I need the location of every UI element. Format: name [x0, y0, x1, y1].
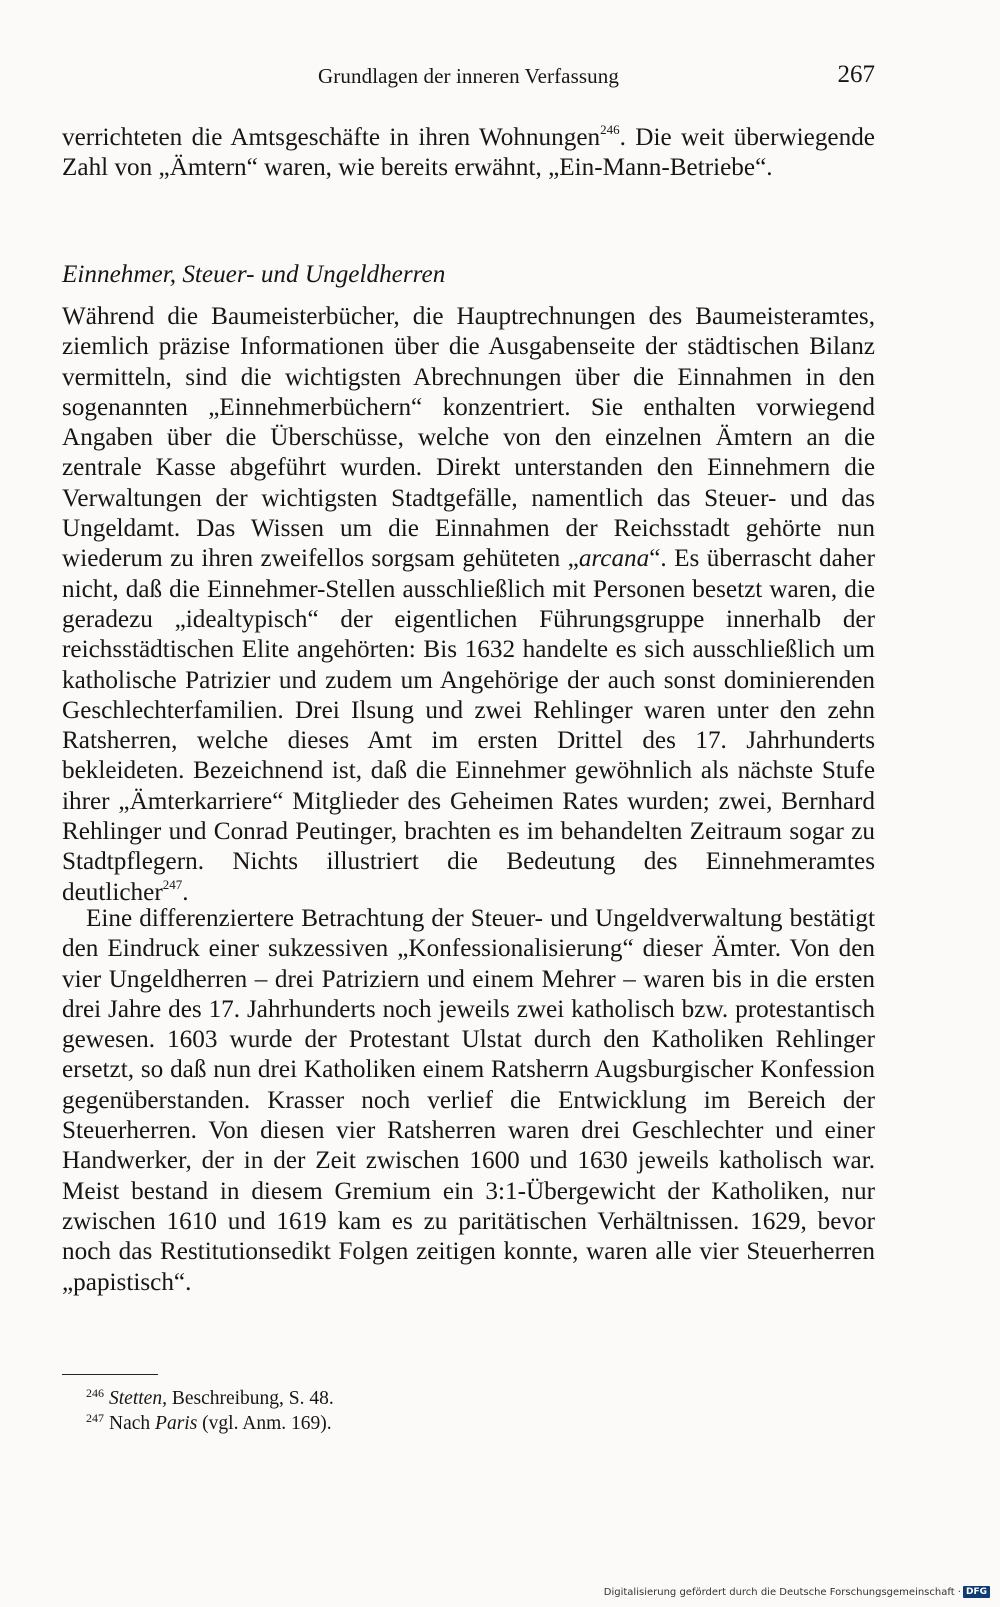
paragraph-continuation — [62, 123, 875, 184]
paragraph-text: Während die Baumeisterbücher, die Hauptrechnungen des Baumeisteramtes, ziemlich präzise Informationen über die Ausgabenseite der städtischen Bilanz vermitteln, sind die wichtigsten Abrechnungen über die Einnahmen in den sogenannten „Einnehmerbüchern“ konzentriert. Sie enthalten vorwiegend Angaben über die Überschüsse, welche von den einzelnen Ämtern an die zentrale Kasse abgeführt wurden. Direkt unterstanden den Einnehmern die Verwaltungen der wichtigsten Stadtgefälle, namentlich das Steuer- und das Ungeldamt. Das Wissen um die Einnahmen der Reichsstadt gehörte nun wiederum zu ihren zweifellos sorgsam gehüteten „ — [62, 303, 875, 573]
paragraph-text: . Die weit überwiegende Zahl von „Ämtern“ waren, wie bereits erwähnt, „Ein-Mann-Betriebe“. — [62, 124, 875, 182]
paragraph-einnehmer — [62, 302, 875, 908]
page-header — [62, 61, 875, 94]
footnote-mark: 246 — [86, 1386, 104, 1400]
paragraph-text: . — [182, 878, 189, 906]
footnote-247 — [86, 1412, 332, 1436]
footnote-text: (vgl. Anm. 169). — [197, 1413, 332, 1434]
footnote-reference: 246 — [600, 122, 620, 137]
footnote-text: Beschreibung, S. 48. — [166, 1388, 334, 1409]
footnote-text: Nach — [109, 1413, 156, 1434]
paragraph-steuer-ungeld: Eine differenziertere Betrachtung der Steuer- und Ungeldverwaltung bestätigt den Eindruck einer sukzessiven „Konfessionalisierung“ dieser Ämter. Von den vier Ungeldherren – drei Patriziern und einem Mehrer – waren bis in die ersten drei Jahre des 17. Jahrhunderts noch jeweils zwei katholisch bzw. protestantisch gewesen. 1603 wurde der Protestant Ulstat durch den Katholiken Rehlinger ersetzt, so daß nun drei Katholiken einem Ratsherrn Augsburgischer Konfession gegenüberstanden. Krasser noch verlief die Entwicklung im Bereich der Steuerherren. Von diesen vier Ratsherren waren drei Geschlechter und einer Handwerker, der in der Zeit zwischen 1600 und 1630 jeweils katholisch war. Meist bestand in diesem Gremium ein 3:1-Übergewicht der Katholiken, nur zwischen 1610 und 1619 kam es zu paritätischen Verhältnissen. 1629, bevor noch das Restitutionsedikt Folgen zeitigen konnte, waren alle vier Steuerherren „papistisch“. — [62, 905, 875, 1296]
credit-text: Digitalisierung gefördert durch die Deutsche Forschungsgemeinschaft · — [603, 1586, 961, 1598]
footnote-reference: 247 — [162, 876, 183, 892]
footnote-246 — [86, 1387, 334, 1411]
footnote-author: Stetten, — [109, 1388, 167, 1409]
footnote-author: Paris — [155, 1413, 198, 1434]
dfg-logo-icon: DFG — [963, 1586, 990, 1598]
footnote-divider — [62, 1374, 158, 1375]
section-heading: Einnehmer, Steuer- und Ungeldherren — [62, 261, 446, 288]
paragraph-text: verrichteten die Amtsgeschäfte in ihren Wohnungen — [62, 124, 601, 151]
running-title: Grundlagen der inneren Verfassung — [318, 64, 619, 88]
footnote-mark: 247 — [86, 1411, 104, 1425]
paragraph-text: “. Es überrascht daher nicht, daß die Einnehmer-Stellen ausschließlich mit Personen besetzt waren, die geradezu „idealtypisch“ der eigentlichen Führungsgruppe innerhalb der reichsstädtischen Elite angehörten: Bis 1632 handelte es sich ausschließlich um katholische Patrizier und zudem um Angehörige der auch sonst dominierenden Geschlechterfamilien. Drei Ilsung und zwei Rehlinger waren unter den zehn Ratsherren, welche dieses Amt im ersten Drittel des 17. Jahrhunderts bekleideten. Bezeichnend ist, daß die Einnehmer gewöhnlich als nächste Stufe ihrer „Ämterkarriere“ Mitglieder des Geheimen Rates wurden; zwei, Bernhard Rehlinger und Conrad Peutinger, brachten es im behandelten Zeitraum sogar zu Stadtpflegern. Nichts illustriert die Bedeutung des Einnehmeramtes deutlicher — [62, 545, 875, 906]
italic-term: arcana — [578, 545, 650, 573]
digitization-credit — [604, 1584, 990, 1600]
page-number: 267 — [837, 61, 875, 88]
